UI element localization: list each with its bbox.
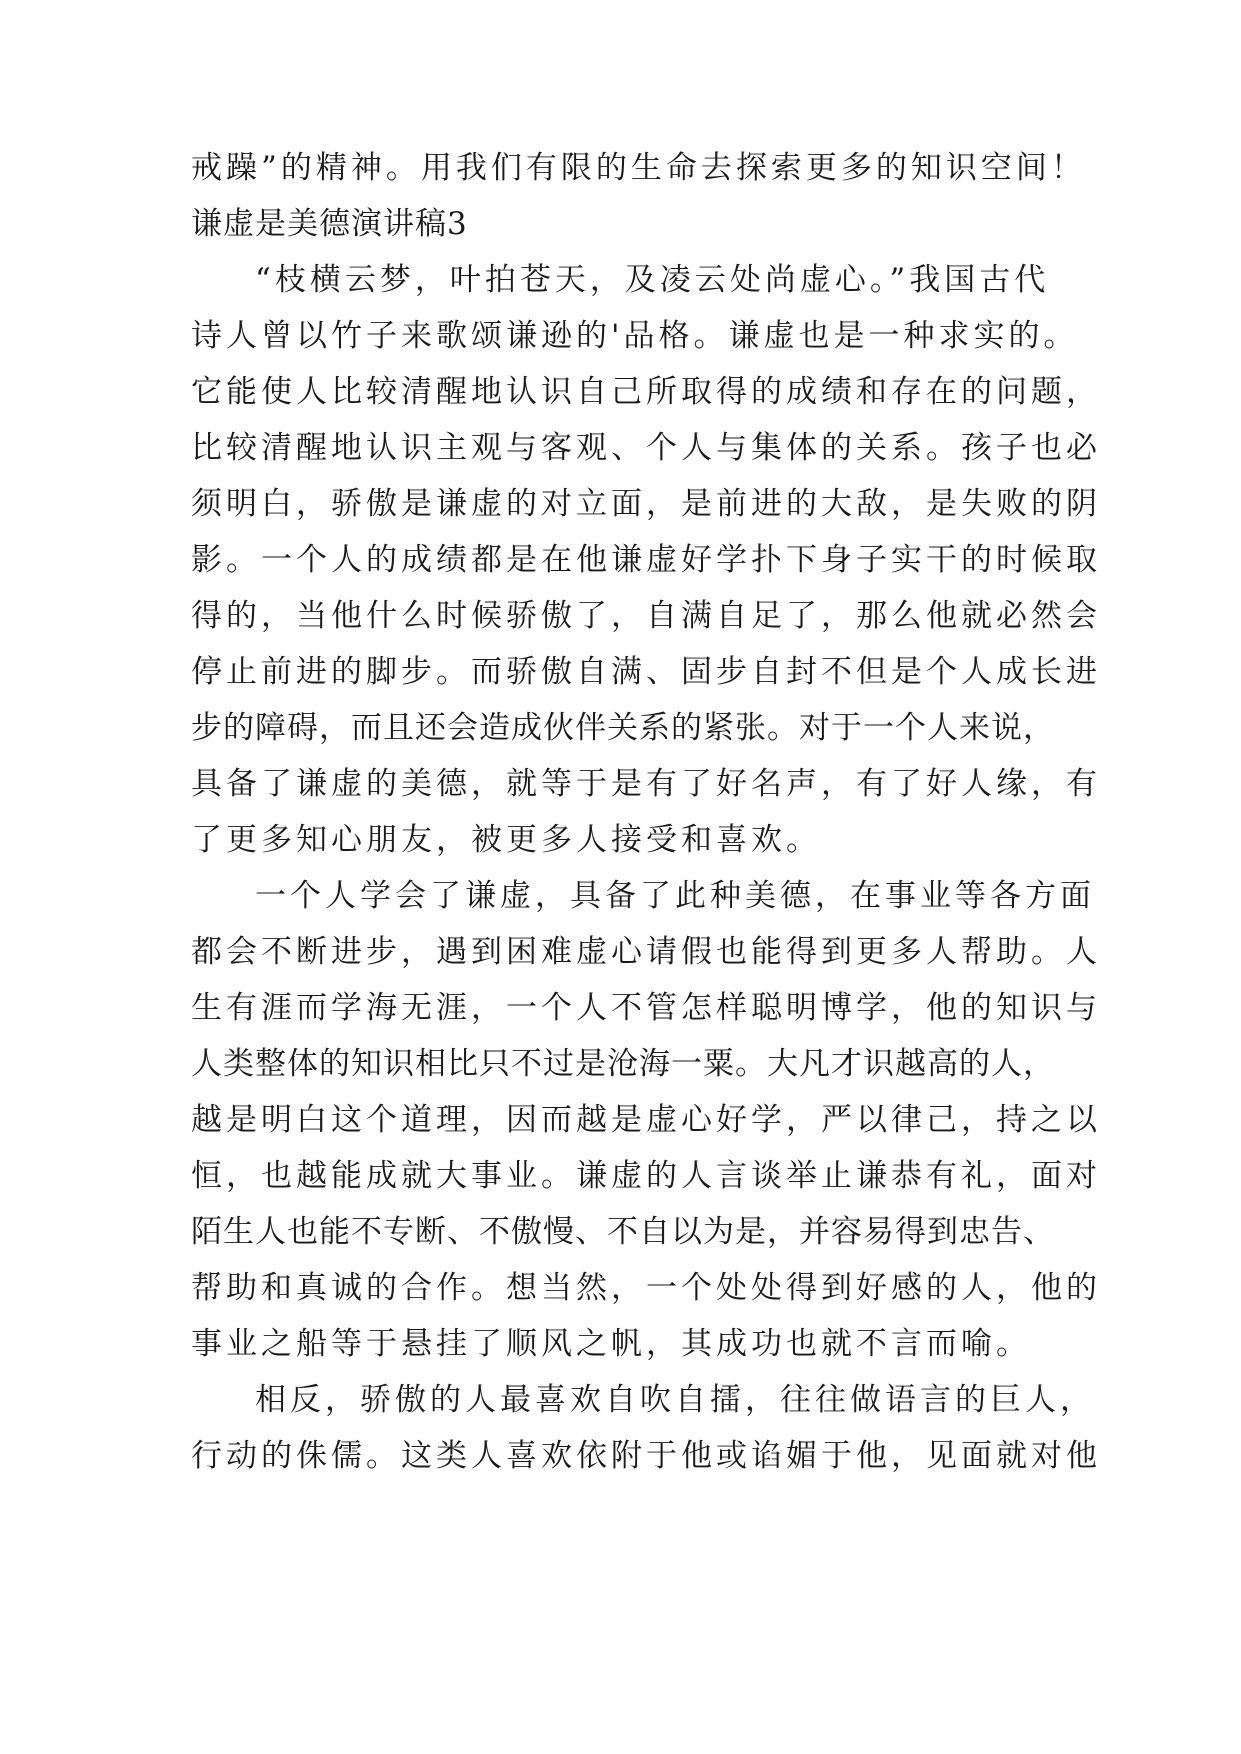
- text-line: 须明白，骄傲是谦虚的对立面，是前进的大敌，是失败的阴: [191, 486, 1101, 522]
- text-line: 它能使人比较清醒地认识自己所取得的成绩和存在的问题，: [191, 374, 1101, 410]
- text-line: 事业之船等于悬挂了顺风之帆，其成功也就不言而喻。: [191, 1326, 1031, 1362]
- text-line: 恒，也越能成就大事业。谦虚的人言谈举止谦恭有礼，面对: [191, 1158, 1101, 1194]
- text-line: 得的，当他什么时候骄傲了，自满自足了，那么他就必然会: [191, 598, 1101, 634]
- text-line: 比较清醒地认识主观与客观、个人与集体的关系。孩子也必: [191, 430, 1101, 466]
- text-line: 戒躁”的精神。用我们有限的生命去探索更多的知识空间！: [191, 150, 1086, 186]
- text-line: 影。一个人的成绩都是在他谦虚好学扑下身子实干的时候取: [191, 542, 1101, 578]
- text-line: 具备了谦虚的美德，就等于是有了好名声，有了好人缘，有: [191, 766, 1101, 802]
- text-line: “枝横云梦，叶拍苍天，及凌云处尚虚心。”我国古代: [255, 262, 1050, 298]
- text-line: 越是明白这个道理，因而越是虚心好学，严以律己，持之以: [191, 1102, 1101, 1138]
- text-line: 停止前进的脚步。而骄傲自满、固步自封不但是个人成长进: [191, 654, 1101, 690]
- text-line: 帮助和真诚的合作。想当然，一个处处得到好感的人，他的: [191, 1270, 1101, 1306]
- text-line: 诗人曾以竹子来歌颂谦逊的'品格。谦虚也是一种求实的。: [191, 318, 1079, 354]
- text-line: 生有涯而学海无涯，一个人不管怎样聪明博学，他的知识与: [191, 990, 1101, 1026]
- text-line: 相反，骄傲的人最喜欢自吹自擂，往往做语言的巨人，: [255, 1382, 1095, 1418]
- text-line: 步的障碍，而且还会造成伙伴关系的紧张。对于一个人来说，: [191, 710, 1055, 746]
- text-line: 了更多知心朋友，被更多人接受和喜欢。: [191, 822, 821, 858]
- section-heading: 谦虚是美德演讲稿3: [191, 206, 468, 242]
- text-line: 都会不断进步，遇到困难虚心请假也能得到更多人帮助。人: [191, 934, 1101, 970]
- text-line: 行动的侏儒。这类人喜欢依附于他或谄媚于他，见面就对他: [191, 1438, 1101, 1474]
- text-line: 人类整体的知识相比只不过是沧海一粟。大凡才识越高的人，: [191, 1046, 1055, 1082]
- text-line: 陌生人也能不专断、不傲慢、不自以为是，并容易得到忠告、: [191, 1214, 1055, 1250]
- text-line: 一个人学会了谦虚，具备了此种美德，在事业等各方面: [255, 878, 1095, 914]
